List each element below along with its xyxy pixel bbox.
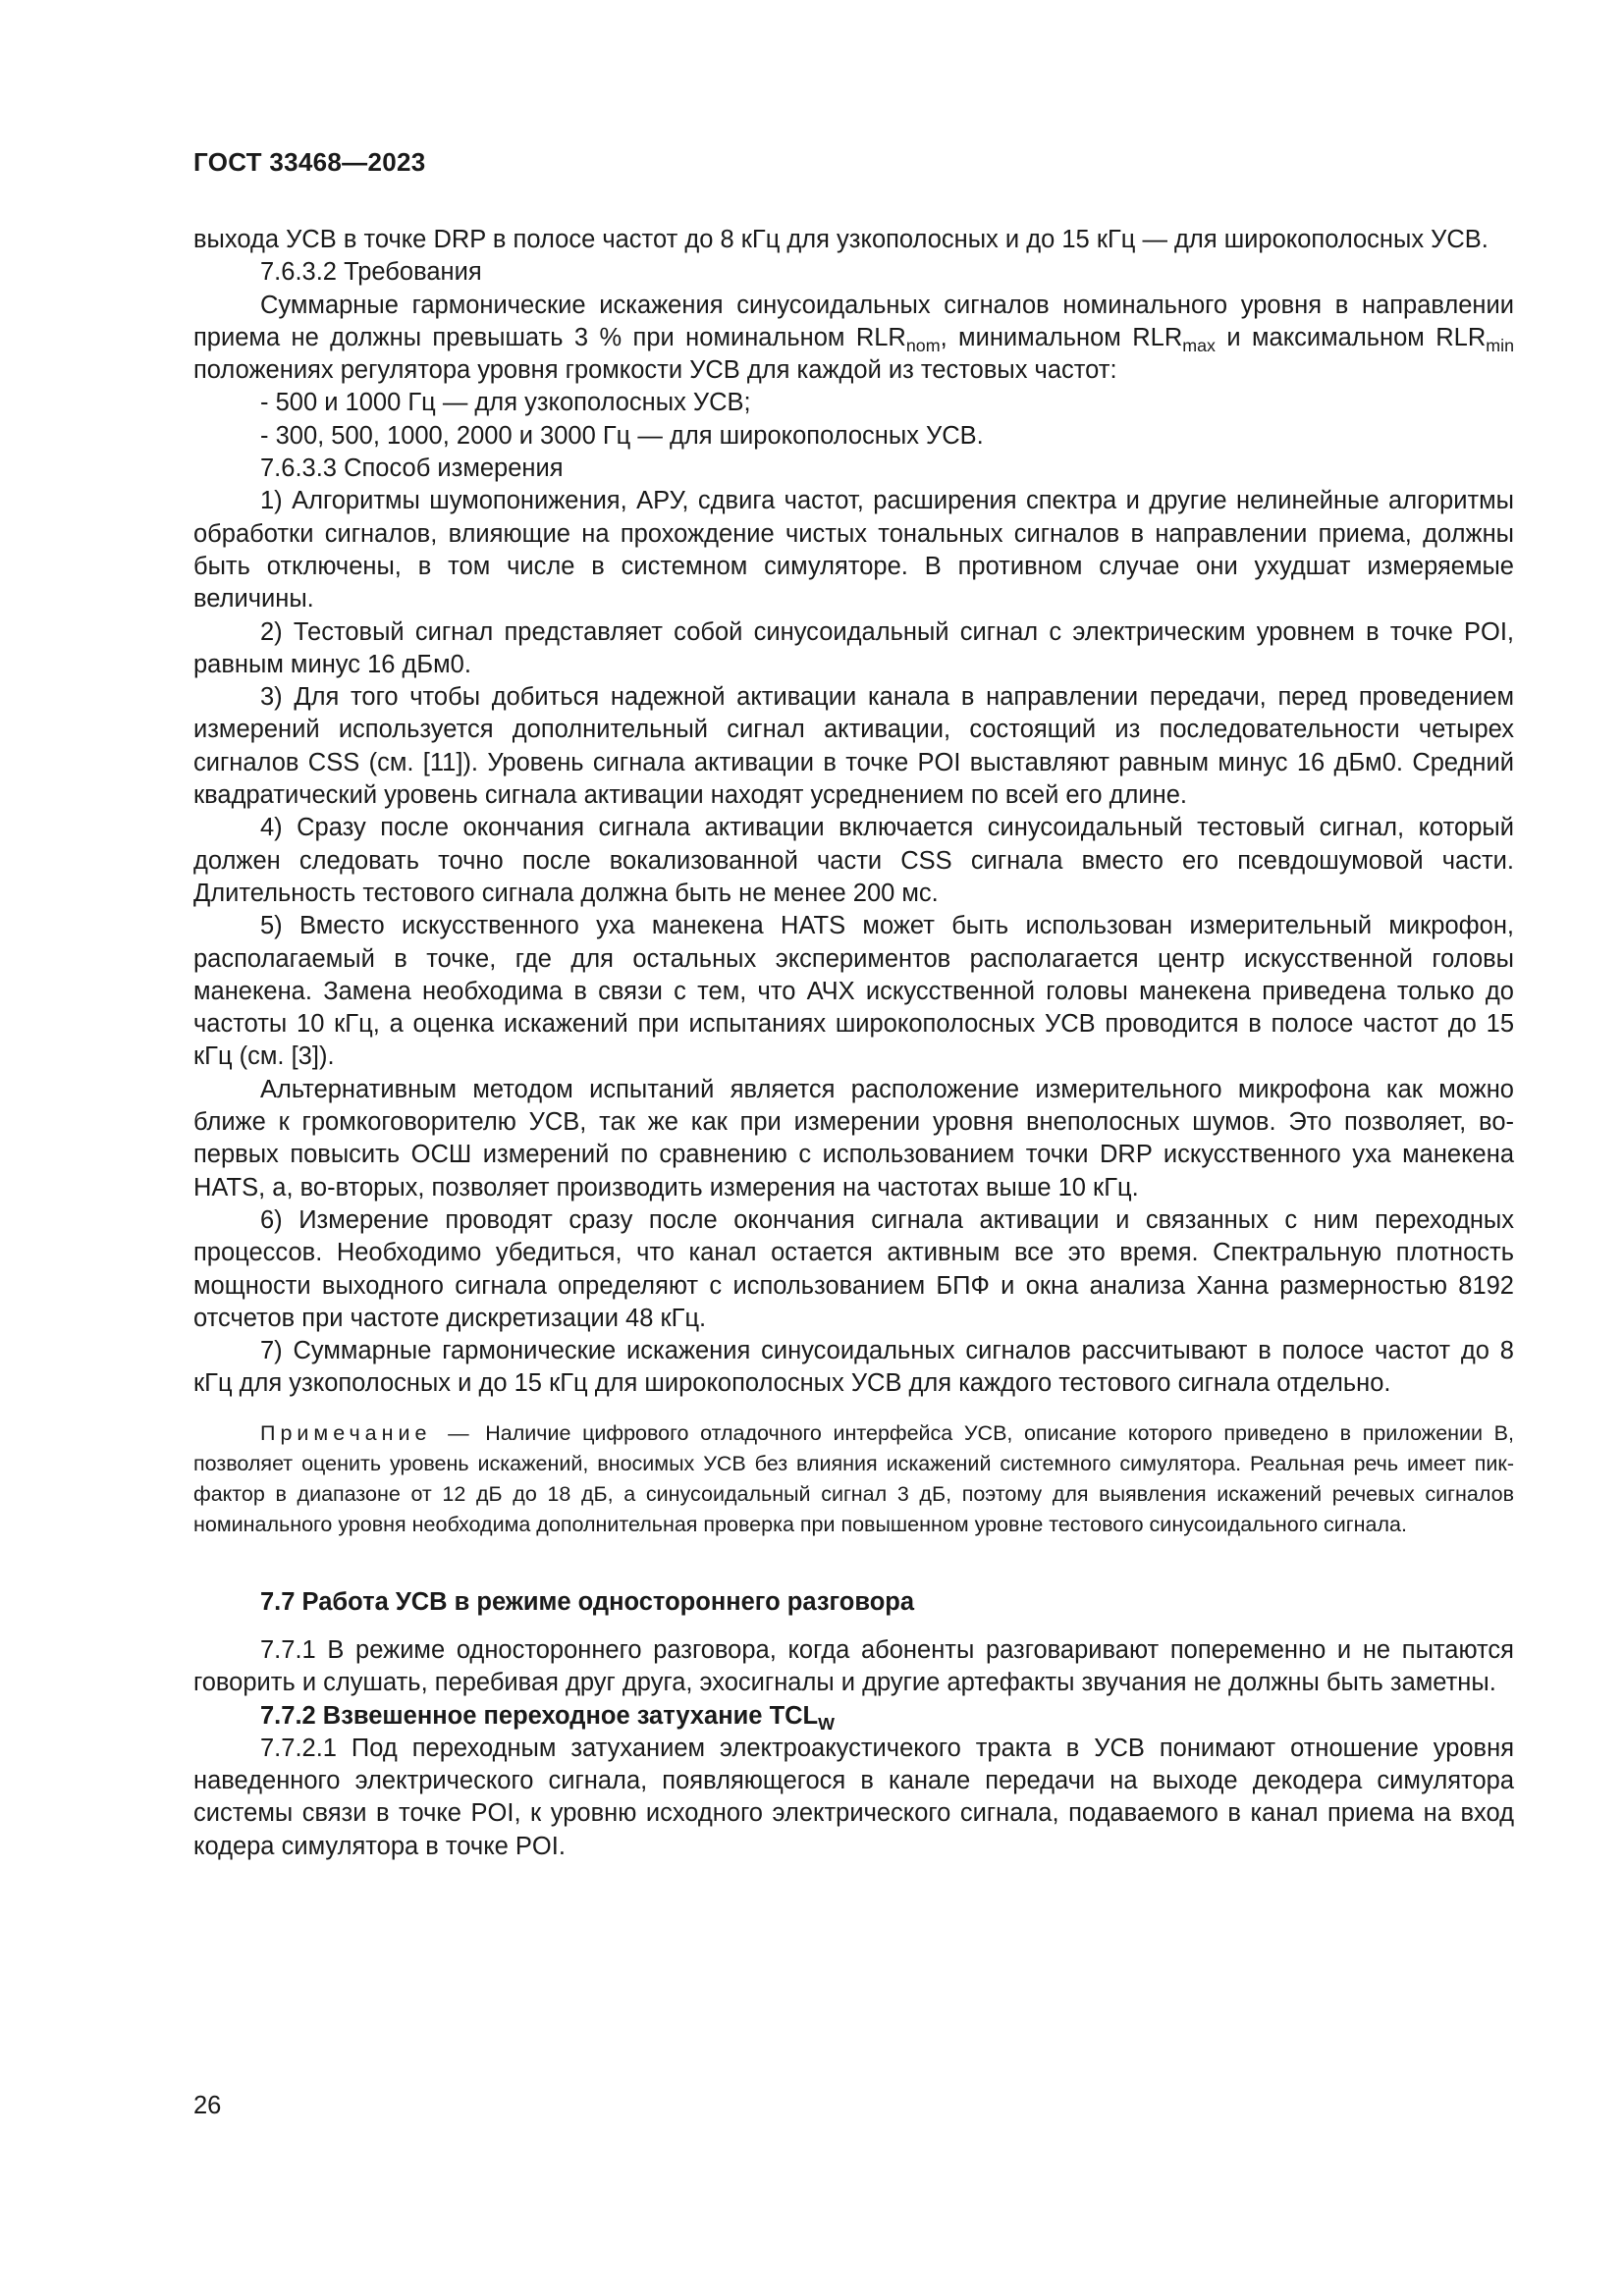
note-block [193,1418,1514,1540]
subscript-nom: nom [905,336,941,356]
method-step-5: 5) Вместо искусственного уха манекена HATS может быть использован измерительный микрофон, располагаемый в точке, где для остальных экспериментов располагается центр искусственной головы манекена. Замена необходима в связи с тем, что АЧХ искусственной головы манекена приведена только до частоты 10 кГц, а оценка искажений при испытаниях широкополосных УСВ проводится в полосе частот до 15 кГц (см. [3]). [193,912,1514,1071]
note-label: Примечание — [260,1420,474,1445]
method-step-1: 1) Алгоритмы шумопонижения, АРУ, сдвига частот, расширения спектра и другие нелинейные алгоритмы обработки сигналов, влияющие на прохождение чистых тональных сигналов в направлении приема, должны быть отключены, в том числе в системном симуляторе. В противном случае они ухудшат измеряемые величины. [193,487,1514,614]
method-step-5-alternative: Альтернативным методом испытаний является расположение измерительного микрофона как можно ближе к громкоговорителю УСВ, так же как при измерении уровня внеполосных шумов. Это позволяет, во-первых повысить ОСШ измерений по сравнению с использованием точки DRP искусственного уха манекена HATS, а, во-вторых, позволяет производить измерения на частотах выше 10 кГц. [193,1075,1514,1201]
list-item: - 300, 500, 1000, 2000 и 3000 Гц — для широкополосных УСВ. [260,421,984,450]
section-7-7-2-heading: 7.7.2 Взвешенное переходное затухание $TCL_W$ [260,1701,835,1734]
subscript-max: max [1182,336,1216,356]
section-7-6-3-3-title: 7.6.3.3 Способ измерения [260,454,564,483]
page-number: 26 [193,2092,222,2119]
method-step-2: 2) Тестовый сигнал представляет собой синусоидальный сигнал с электрическим уровнем в точке POI, равным минус 16 дБм0. [193,617,1514,678]
list-item: - 500 и 1000 Гц — для узкополосных УСВ; [260,389,751,417]
document-header: ГОСТ 33468—2023 [193,147,426,177]
continued-paragraph: выхода УСВ в точке DRP в полосе частот до 8 кГц для узкополосных и до 15 кГц — для широкополосных УСВ. [193,226,1489,253]
method-step-4: 4) Сразу после окончания сигнала активации включается синусоидальный тестовый сигнал, который должен следовать точно после вокализованной части CSS сигнала вместо его псевдошумовой части. Длительность тестового сигнала должна быть не менее 200 мс. [193,814,1514,907]
subscript-min: min [1486,336,1514,356]
page-content [193,224,1514,1863]
section-7-7-heading: 7.7 Работа УСВ в режиме одностороннего разговора [260,1587,915,1616]
method-step-7: 7) Суммарные гармонические искажения синусоидальных сигналов рассчитывают в полосе частот до 8 кГц для узкополосных и до 15 кГц для широкополосных УСВ для каждого тестового сигнала отдельно. [193,1337,1514,1398]
method-step-6: 6) Измерение проводят сразу после окончания сигнала активации и связанных с ним переходных процессов. Необходимо убедиться, что канал остается активным все это время. Спектральную плотность мощности выходного сигнала определяют с использованием БПФ и окна анализа Ханна размерностью 8192 отсчетов при частоте дискретизации 48 кГц. [193,1205,1514,1332]
subscript-w: W [818,1713,835,1734]
paragraph-7-7-1: 7.7.1 В режиме одностороннего разговора, когда абоненты разговаривают попеременно и не пытаются говорить и слушать, перебивая друг друга, эхосигналы и другие артефакты звучания не должны быть заметны. [193,1635,1514,1697]
requirements-paragraph: Суммарные гармонические искажения синусоидальных сигналов номинального уровня в направлении приема не должны превышать 3 % при номинальном $RLR_{nom}$, минимальном $RLR_{max}$ и максимальном $RLR_{min}$ положениях регулятора уровня громкости УСВ для каждой из тестовых частот: [193,291,1514,385]
method-step-3: 3) Для того чтобы добиться надежной активации канала в направлении передачи, перед проведением измерений используется дополнительный сигнал активации, состоящий из последовательности четырех сигналов CSS (см. [11]). Уровень сигнала активации в точке POI выставляют равным минус 16 дБм0. Средний квадратический уровень сигнала активации находят усреднением по всей его длине. [193,683,1514,810]
paragraph-7-7-2-1: 7.7.2.1 Под переходным затуханием электроакустичекого тракта в УСВ понимают отношение уровня наведенного электрического сигнала, появляющегося в канале передачи на выходе декодера симулятора системы связи в точке POI, к уровню исходного электрического сигнала, подаваемого в канал приема на вход кодера симулятора в точке POI. [193,1734,1514,1860]
section-7-6-3-2-title: 7.6.3.2 Требования [260,258,482,287]
note-text: Наличие цифрового отладочного интерфейса УСВ, описание которого приведено в приложении В, позволяет оценить уровень искажений, вносимых УСВ без влияния искажений системного симулятора. Реальная речь имеет пик-фактор в диапазоне от 12 дБ до 18 дБ, а синусоидальный сигнал 3 дБ, поэтому для выявления искажений речевых сигналов номинального уровня необходима дополнительная проверка при повышенном уровне тестового синусоидального сигнала. [193,1420,1514,1536]
